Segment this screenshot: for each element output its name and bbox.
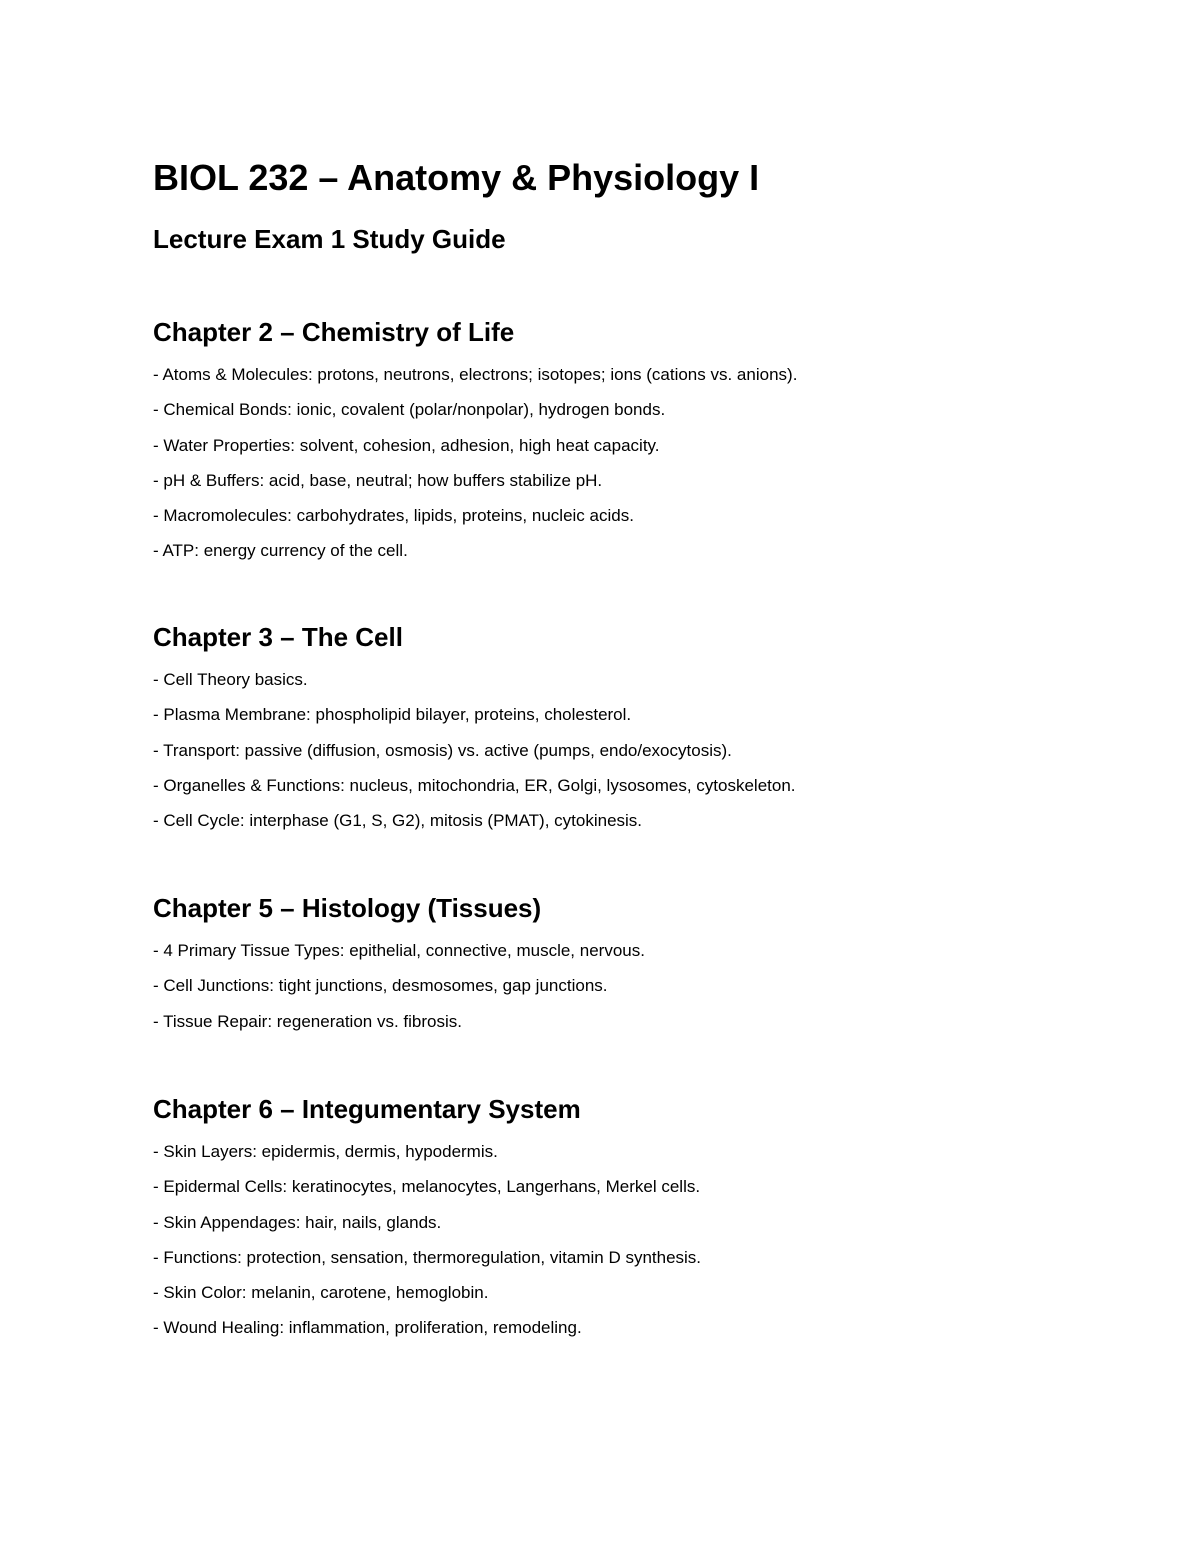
list-item: - Transport: passive (diffusion, osmosis) vs. active (pumps, endo/exocytosis). [153, 740, 732, 760]
list-item: - Skin Appendages: hair, nails, glands. [153, 1212, 442, 1232]
list-item: - Macromolecules: carbohydrates, lipids, proteins, nucleic acids. [153, 506, 634, 526]
list-item: - Water Properties: solvent, cohesion, adhesion, high heat capacity. [153, 435, 660, 455]
section-chapter-2 [153, 315, 1133, 569]
list-item: - ATP: energy currency of the cell. [153, 541, 408, 561]
list-item: - Skin Color: melanin, carotene, hemoglobin. [153, 1283, 489, 1303]
list-item: - pH & Buffers: acid, base, neutral; how buffers stabilize pH. [153, 470, 603, 490]
section-heading: Chapter 2 – Chemistry of Life [153, 317, 515, 347]
list-item: - Wound Healing: inflammation, proliferation, remodeling. [153, 1318, 582, 1338]
list-item: - Chemical Bonds: ionic, covalent (polar/nonpolar), hydrogen bonds. [153, 400, 666, 420]
section-chapter-6 [153, 1092, 1133, 1346]
section-heading: Chapter 5 – Histology (Tissues) [153, 893, 542, 923]
section-heading: Chapter 3 – The Cell [153, 622, 403, 652]
list-item: - Functions: protection, sensation, thermoregulation, vitamin D synthesis. [153, 1247, 702, 1267]
list-item: - Atoms & Molecules: protons, neutrons, electrons; isotopes; ions (cations vs. anions). [153, 365, 798, 384]
bullet-list [153, 933, 1133, 1039]
list-item: - Tissue Repair: regeneration vs. fibrosis. [153, 1011, 462, 1031]
bullet-list [153, 662, 1133, 838]
list-item: - Cell Cycle: interphase (G1, S, G2), mitosis (PMAT), cytokinesis. [153, 811, 643, 831]
section-chapter-5 [153, 891, 1133, 1039]
section-chapter-3 [153, 620, 1133, 838]
list-item: - Cell Theory basics. [153, 670, 308, 689]
section-heading: Chapter 6 – Integumentary System [153, 1094, 581, 1124]
bullet-list [153, 1134, 1133, 1346]
list-item: - Organelles & Functions: nucleus, mitochondria, ER, Golgi, lysosomes, cytoskeleton. [153, 775, 796, 795]
document-title: BIOL 232 – Anatomy & Physiology I [153, 157, 760, 198]
list-item: - Skin Layers: epidermis, dermis, hypodermis. [153, 1142, 498, 1161]
list-item: - Plasma Membrane: phospholipid bilayer, proteins, cholesterol. [153, 705, 632, 725]
bullet-list [153, 357, 1133, 569]
list-item: - 4 Primary Tissue Types: epithelial, connective, muscle, nervous. [153, 941, 645, 960]
document-subtitle: Lecture Exam 1 Study Guide [153, 224, 506, 254]
list-item: - Cell Junctions: tight junctions, desmosomes, gap junctions. [153, 976, 608, 996]
list-item: - Epidermal Cells: keratinocytes, melanocytes, Langerhans, Merkel cells. [153, 1177, 701, 1197]
